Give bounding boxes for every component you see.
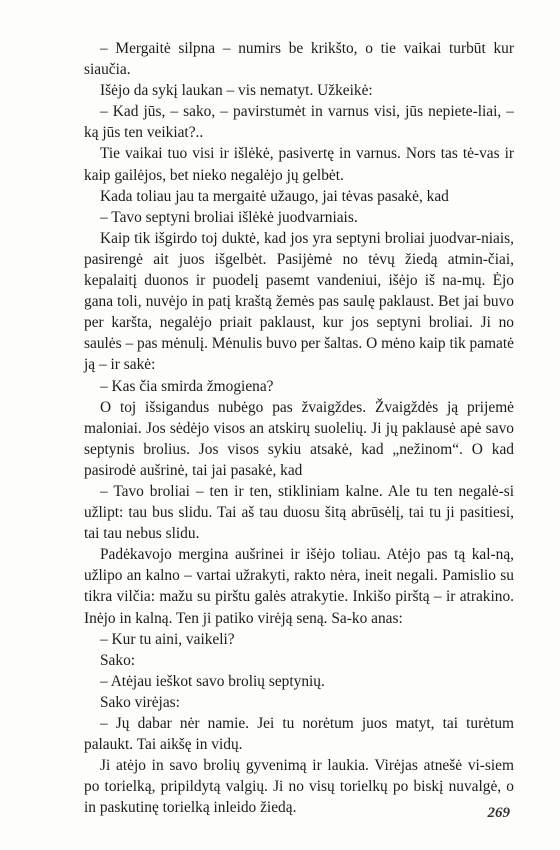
- paragraph: Ji atėjo in savo brolių gyvenimą ir laukia. Virėjas atnešė vi-siem po torielką, pripildytą valgių. Ji no visų torielkų po biskį nuvalgė, o in paskutinę torielką inleido žiedą.: [84, 757, 514, 817]
- paragraph: Tie vaikai tuo visi ir išlėkė, pasivertę in varnus. Nors tas tė-vas ir kaip gailėjos, bet nieko negalėjo jų gelbėt.: [84, 145, 514, 184]
- paragraph: Kaip tik išgirdo toj duktė, kad jos yra septyni broliai juodvar-niais, pasirengė ait juos išgelbėt. Pasijėmė no tėvų žiedą atmin-čiai, kepalaitį duonos ir puodelį pasemt vandeniui, išėjo iš na-mų. Ėjo gana toli, nuvėjo in patį kraštą žemės pas saulę paklaust. Bet jai buvo per karšta, negalėjo priait paklaust, kur jos septyni broliai. Ji no saulės – pas mėnulį. Mėnulis buvo per šaltas. O mėno kaip tik pamatė ją – ir sakė:: [84, 229, 514, 374]
- paragraph: O toj išsigandus nubėgo pas žvaigždes. Žvaigždės ją prijemė maloniai. Jos sėdėjo visos an atskirų suolelių. Ji jų paklausė apė savo septynis brolius. Jos visos sykiu atsakė, kad „nežinom“. O kad pasirodė aušrinė, tai jai pasakė, kad: [84, 398, 514, 479]
- paragraph: – Tavo septyni broliai išlėkė juodvarniais.: [100, 208, 358, 226]
- page-number: 269: [487, 805, 510, 821]
- paragraph: – Atėjau ieškot savo brolių septynių.: [100, 672, 325, 690]
- paragraph: Padėkavojo mergina aušrinei ir išėjo toliau. Atėjo pas tą kal-ną, užlipo an kalno – vartai užrakyti, rakto nėra, ineit negali. Pamislio su tikra vilčia: mažu su pirštu galės atrakytie. Inkišo pirštą – ir atrakino. Inėjo in kalną. Ten ji patiko virėją seną. Sa-ko anas:: [84, 546, 514, 627]
- paragraph: Sako virėjas:: [100, 693, 180, 711]
- paragraph: – Jų dabar nėr namie. Jei tu norėtum juos matyt, tai turėtum palaukt. Tai aikšę in vidų.: [84, 715, 514, 754]
- paragraph: – Kad jūs, – sako, – pavirstumėt in varnus visi, jūs nepiete-liai, – ką jūs ten veikiat?..: [84, 103, 514, 142]
- paragraph: – Mergaitė silpna – numirs be krikšto, o tie vaikai turbūt kur siaučia.: [84, 40, 514, 79]
- paragraph: – Tavo broliai – ten ir ten, stikliniam kalne. Ale tu ten negalė-si užlipt: tau bus slidu. Tai aš tau duosu šitą abrūsėlį, tai tu ji pasitiesi, tai tau nebus slidu.: [84, 482, 514, 543]
- paragraph: – Kur tu aini, vaikeli?: [100, 630, 235, 648]
- paragraph: Išėjo da sykį laukan – vis nematyt. Užkeikė:: [100, 82, 373, 100]
- paragraph: Sako:: [100, 651, 136, 669]
- paragraph: Kada toliau jau ta mergaitė užaugo, jai tėvas pasakė, kad: [100, 187, 449, 205]
- paragraph: – Kas čia smirda žmogiena?: [100, 377, 274, 395]
- page-text: [84, 38, 514, 818]
